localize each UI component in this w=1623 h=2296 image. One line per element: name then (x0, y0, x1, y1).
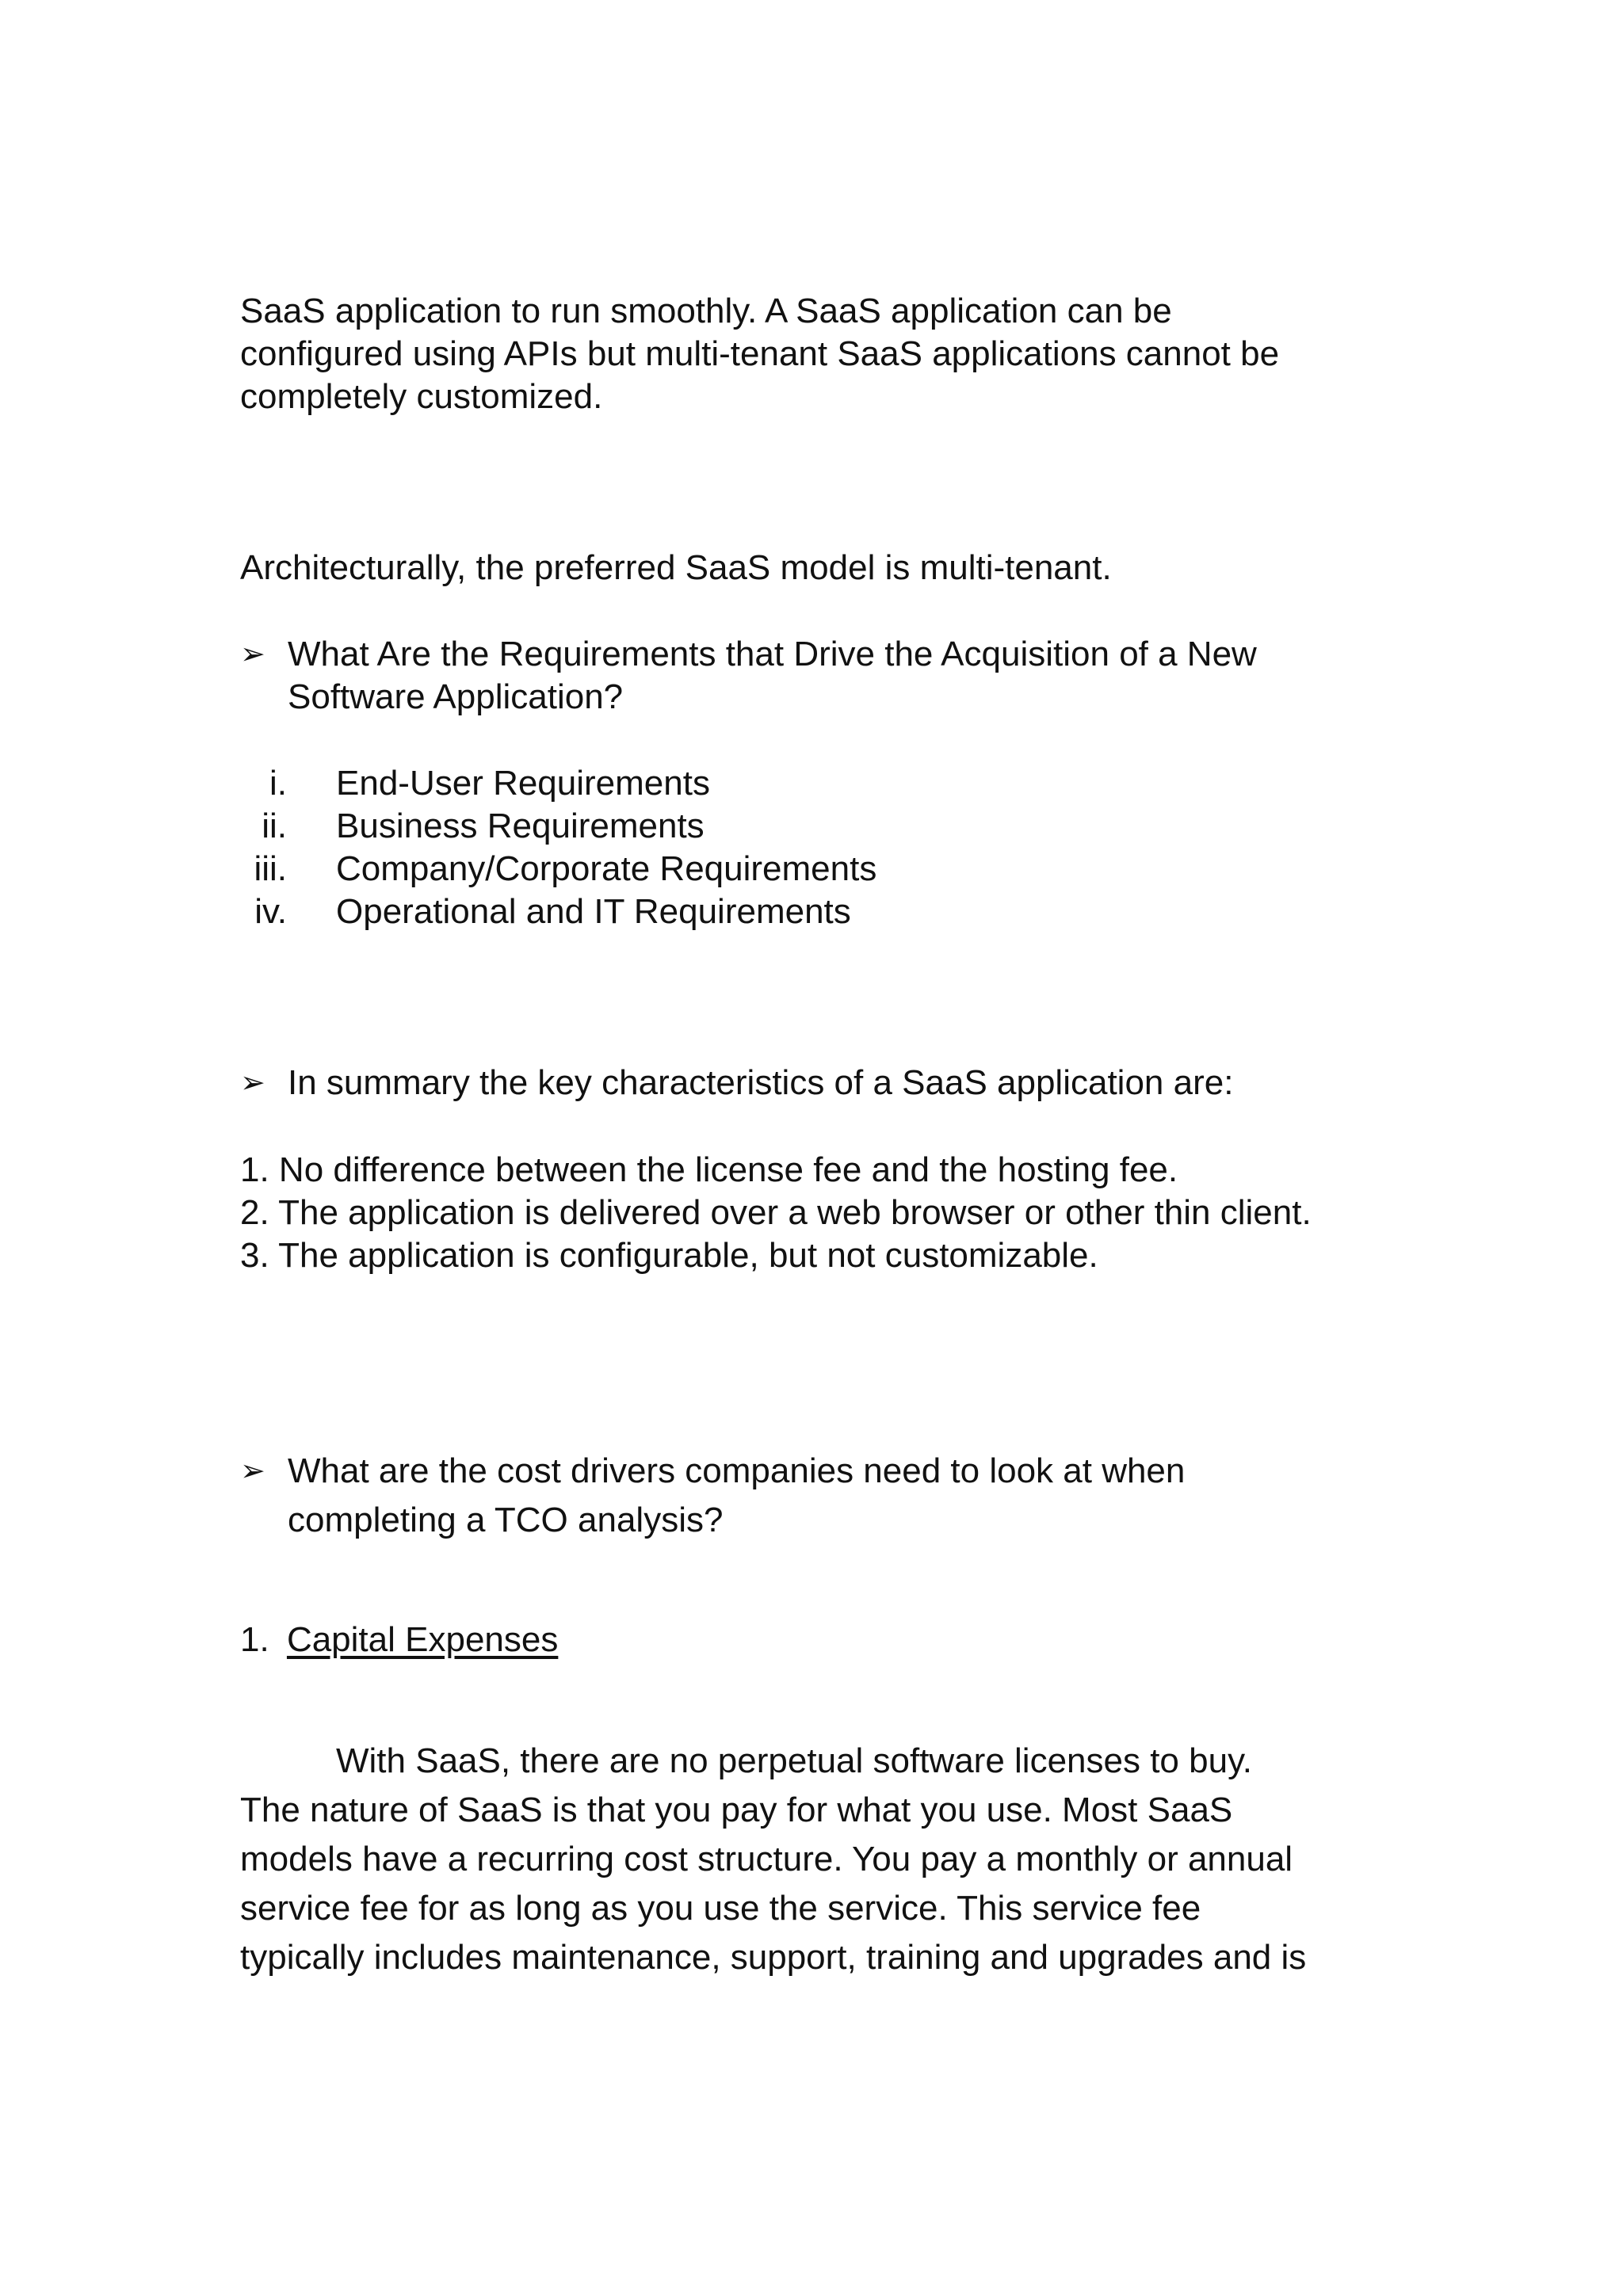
paragraph-line: models have a recurring cost structure. You pay a monthly or annual (240, 1840, 1293, 1878)
summary-text: In summary the key characteristics of a SaaS application are: (288, 1063, 1234, 1102)
question-line: Software Application? (288, 677, 624, 716)
list-text: End-User Requirements (336, 764, 710, 803)
list-text: Company/Corporate Requirements (336, 849, 877, 888)
list-number: ii. (262, 807, 287, 845)
item-title: Capital Expenses (286, 1620, 559, 1659)
question-line: What Are the Requirements that Drive the Acquisition of a New (288, 635, 1257, 673)
capital-paragraph (240, 1737, 1476, 1982)
list-item: 1. No difference between the license fee and the hosting fee. (240, 1150, 1178, 1189)
intro-line: configured using APIs but multi-tenant SaaS applications cannot be (240, 334, 1280, 373)
paragraph-line: With SaaS, there are no perpetual software licenses to buy. (336, 1741, 1253, 1780)
list-text: Operational and IT Requirements (336, 892, 851, 931)
list-item: 2. The application is delivered over a web browser or other thin client. (240, 1193, 1312, 1232)
paragraph-line: The nature of SaaS is that you pay for what you use. Most SaaS (240, 1791, 1233, 1829)
intro-line: SaaS application to run smoothly. A SaaS application can be (240, 292, 1172, 330)
list-number: iv. (254, 892, 287, 931)
list-number: iii. (254, 849, 287, 888)
intro-paragraph (240, 290, 1476, 418)
arrow-bullet-icon: ➢ (240, 638, 265, 671)
capital-expenses-heading (240, 1619, 558, 1661)
question-line: What are the cost drivers companies need to look at when (288, 1451, 1186, 1490)
paragraph-line: typically includes maintenance, support, training and upgrades and is (240, 1938, 1307, 1977)
arrow-bullet-icon: ➢ (240, 1455, 265, 1488)
arrow-bullet-icon: ➢ (240, 1066, 265, 1100)
architecture-sentence: Architecturally, the preferred SaaS model is multi-tenant. (240, 548, 1112, 587)
item-number: 1. (240, 1620, 269, 1659)
list-item: 3. The application is configurable, but not customizable. (240, 1236, 1098, 1275)
paragraph-line: service fee for as long as you use the service. This service fee (240, 1889, 1201, 1928)
intro-line: completely customized. (240, 377, 603, 416)
question-line: completing a TCO analysis? (288, 1501, 724, 1539)
list-text: Business Requirements (336, 807, 705, 845)
characteristics-list (240, 1149, 1476, 1277)
list-number: i. (269, 764, 287, 803)
